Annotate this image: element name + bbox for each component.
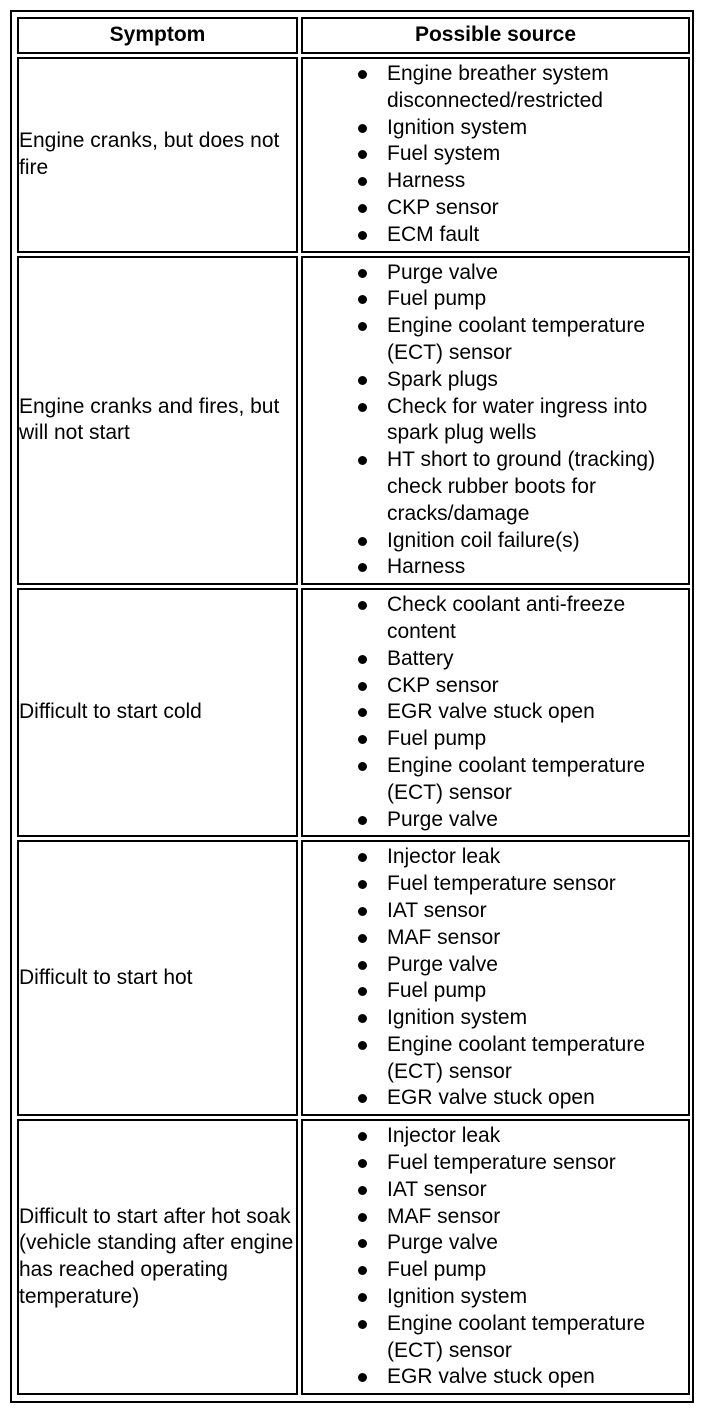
- possible-source-item: Harness: [303, 554, 684, 581]
- symptom-cell: Difficult to start cold: [17, 588, 298, 837]
- possible-source-list: [303, 842, 688, 1114]
- possible-source-cell: [301, 840, 690, 1116]
- possible-source-cell: [301, 588, 690, 837]
- possible-source-list: [303, 590, 688, 835]
- header-row: [17, 17, 690, 54]
- possible-source-item: IAT sensor: [303, 1177, 684, 1204]
- symptom-table: [14, 14, 693, 1398]
- possible-source-item: EGR valve stuck open: [303, 1085, 684, 1112]
- possible-source-item: Engine coolant temperature (ECT) sensor: [303, 1032, 684, 1086]
- column-header-possible-source: Possible source: [301, 17, 690, 54]
- possible-source-item: EGR valve stuck open: [303, 699, 684, 726]
- possible-source-item: Check for water ingress into spark plug wells: [303, 394, 684, 448]
- table-row: [17, 588, 690, 837]
- possible-source-item: Fuel system: [303, 141, 684, 168]
- symptom-cell: Engine cranks and fires, but will not start: [17, 256, 298, 586]
- possible-source-item: Battery: [303, 646, 684, 673]
- possible-source-item: EGR valve stuck open: [303, 1364, 684, 1391]
- possible-source-item: ECM fault: [303, 222, 684, 249]
- possible-source-item: Fuel pump: [303, 978, 684, 1005]
- possible-source-item: Fuel pump: [303, 726, 684, 753]
- table-row: [17, 840, 690, 1116]
- possible-source-item: Ignition system: [303, 1284, 684, 1311]
- possible-source-item: Engine coolant temperature (ECT) sensor: [303, 1311, 684, 1365]
- possible-source-cell: [301, 1119, 690, 1395]
- symptom-cell: Difficult to start after hot soak (vehicle standing after engine has reached operating temperature): [17, 1119, 298, 1395]
- table-row: [17, 256, 690, 586]
- possible-source-item: Engine breather system disconnected/restricted: [303, 61, 684, 115]
- possible-source-item: CKP sensor: [303, 195, 684, 222]
- possible-source-cell: [301, 256, 690, 586]
- possible-source-list: [303, 59, 688, 251]
- possible-source-item: CKP sensor: [303, 673, 684, 700]
- symptom-cell: Difficult to start hot: [17, 840, 298, 1116]
- table-row: [17, 57, 690, 253]
- symptom-cell: Engine cranks, but does not fire: [17, 57, 298, 253]
- possible-source-item: Harness: [303, 168, 684, 195]
- table-row: [17, 1119, 690, 1395]
- possible-source-list: [303, 1121, 688, 1393]
- possible-source-item: Fuel pump: [303, 1257, 684, 1284]
- table-body: [17, 57, 690, 1395]
- possible-source-item: Purge valve: [303, 952, 684, 979]
- possible-source-cell: [301, 57, 690, 253]
- possible-source-item: Fuel temperature sensor: [303, 871, 684, 898]
- possible-source-item: Injector leak: [303, 844, 684, 871]
- possible-source-item: Fuel temperature sensor: [303, 1150, 684, 1177]
- possible-source-item: Spark plugs: [303, 367, 684, 394]
- possible-source-item: HT short to ground (tracking) check rubber boots for cracks/damage: [303, 447, 684, 527]
- possible-source-item: Injector leak: [303, 1123, 684, 1150]
- possible-source-item: Purge valve: [303, 1230, 684, 1257]
- possible-source-item: Check coolant anti-freeze content: [303, 592, 684, 646]
- possible-source-item: MAF sensor: [303, 925, 684, 952]
- possible-source-item: MAF sensor: [303, 1204, 684, 1231]
- possible-source-item: Purge valve: [303, 260, 684, 287]
- possible-source-item: Ignition coil failure(s): [303, 528, 684, 555]
- possible-source-item: IAT sensor: [303, 898, 684, 925]
- possible-source-item: Engine coolant temperature (ECT) sensor: [303, 753, 684, 807]
- possible-source-item: Ignition system: [303, 115, 684, 142]
- possible-source-item: Fuel pump: [303, 286, 684, 313]
- possible-source-item: Ignition system: [303, 1005, 684, 1032]
- possible-source-list: [303, 258, 688, 584]
- column-header-symptom: Symptom: [17, 17, 298, 54]
- possible-source-item: Engine coolant temperature (ECT) sensor: [303, 313, 684, 367]
- possible-source-item: Purge valve: [303, 807, 684, 834]
